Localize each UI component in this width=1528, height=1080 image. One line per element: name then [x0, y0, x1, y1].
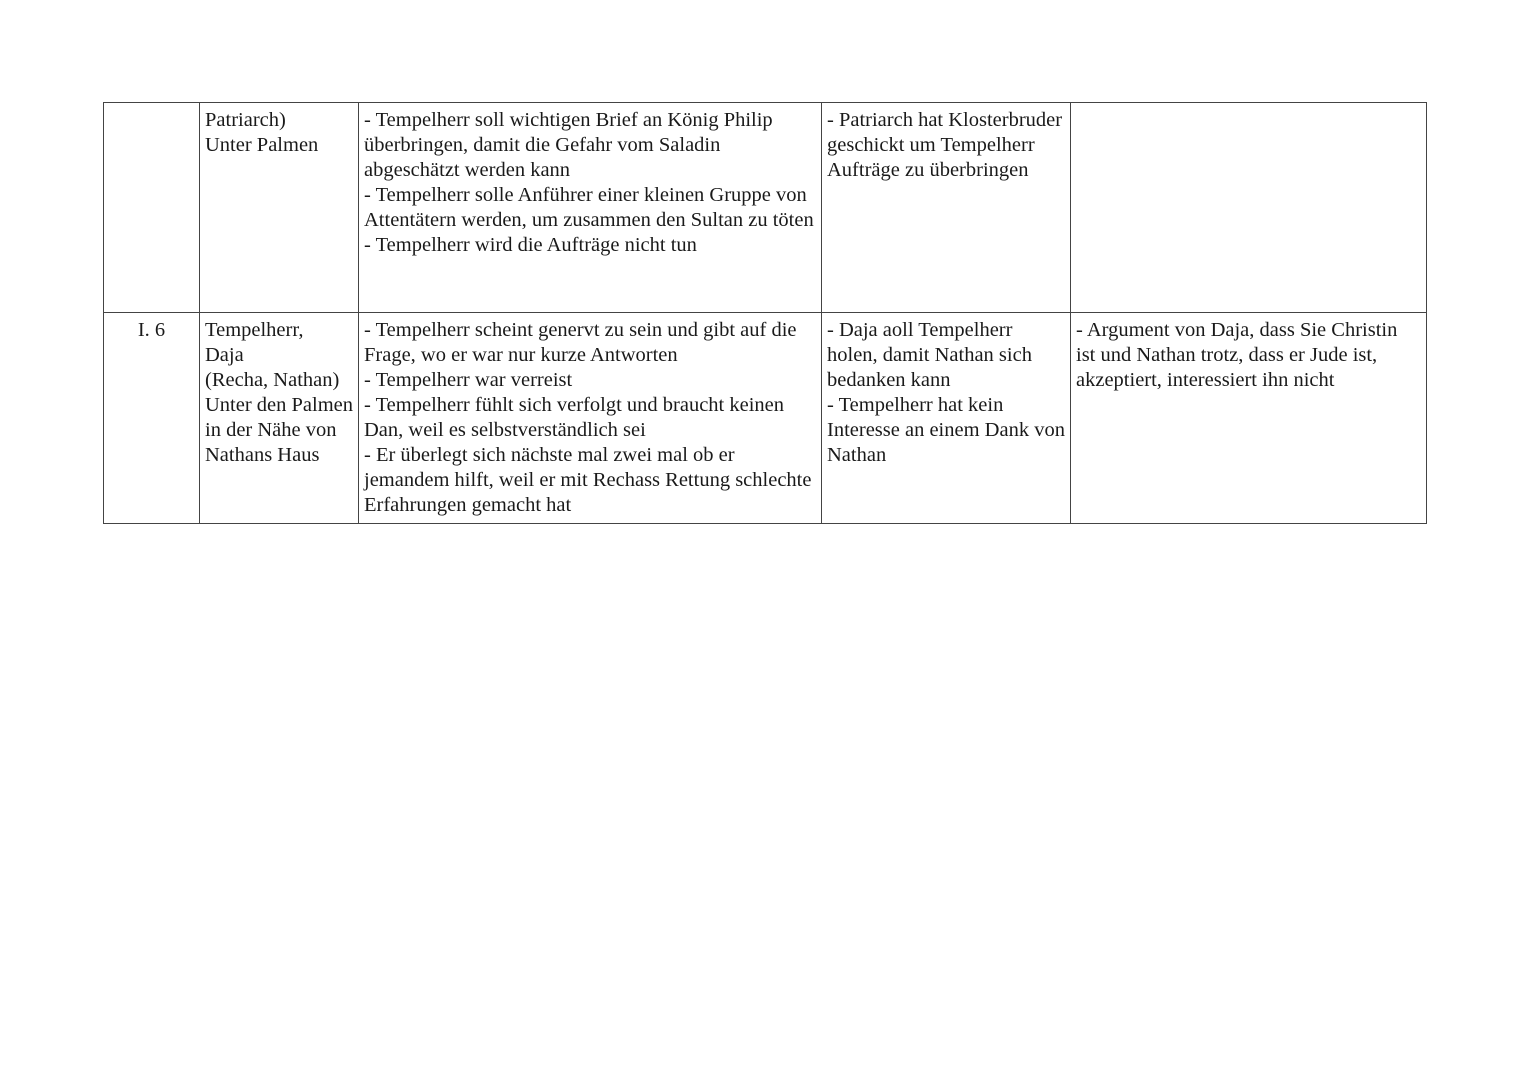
- scene-cell: [104, 103, 200, 313]
- table-row: [104, 103, 1427, 313]
- scene-table: [103, 102, 1427, 524]
- purpose-cell: - Patriarch hat Klosterbruder geschickt um Tempelherr Aufträge zu überbringen: [822, 103, 1071, 313]
- note-cell: [1071, 103, 1427, 313]
- persons-cell: Patriarch) Unter Palmen: [200, 103, 359, 313]
- note-cell: - Argument von Daja, dass Sie Christin ist und Nathan trotz, dass er Jude ist, akzeptiert, interessiert ihn nicht: [1071, 313, 1427, 524]
- table-row: [104, 313, 1427, 524]
- persons-cell: Tempelherr, Daja (Recha, Nathan) Unter den Palmen in der Nähe von Nathans Haus: [200, 313, 359, 524]
- purpose-cell: - Daja aoll Tempelherr holen, damit Nathan sich bedanken kann - Tempelherr hat kein Interesse an einem Dank von Nathan: [822, 313, 1071, 524]
- content-cell: - Tempelherr scheint genervt zu sein und gibt auf die Frage, wo er war nur kurze Antworten - Tempelherr war verreist - Tempelherr fühlt sich verfolgt und braucht keinen Dan, weil es selbstverständlich sei - Er überlegt sich nächste mal zwei mal ob er jemandem hilft, weil er mit Rechass Rettung schlechte Erfahrungen gemacht hat: [359, 313, 822, 524]
- scene-cell: I. 6: [104, 313, 200, 524]
- content-cell: - Tempelherr soll wichtigen Brief an König Philip überbringen, damit die Gefahr vom Saladin abgeschätzt werden kann - Tempelherr solle Anführer einer kleinen Gruppe von Attentätern werden, um zusammen den Sultan zu töten - Tempelherr wird die Aufträge nicht tun: [359, 103, 822, 313]
